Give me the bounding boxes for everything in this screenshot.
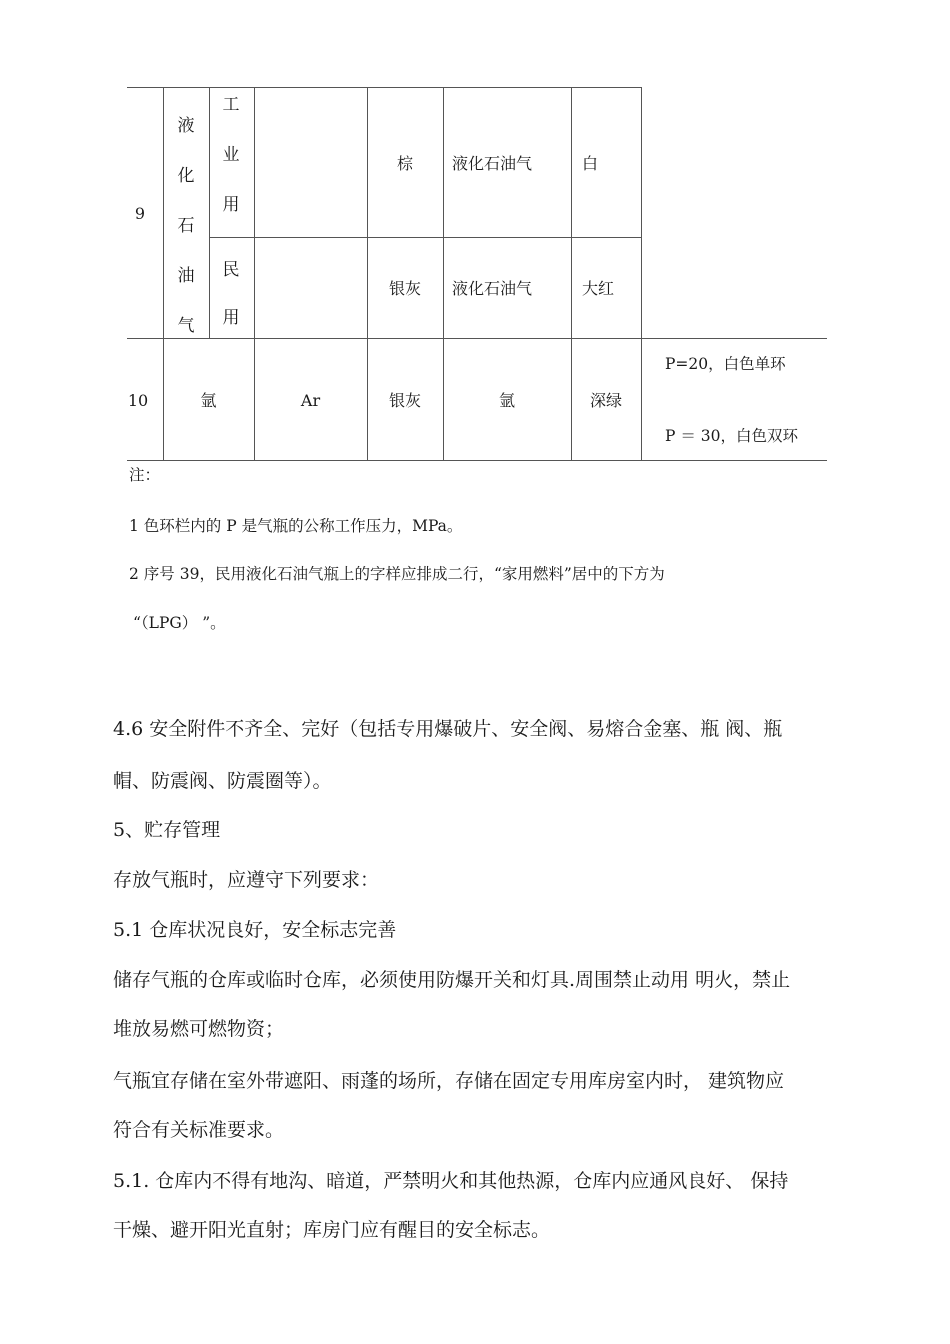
row10-lettering-color: 深绿 xyxy=(589,391,622,410)
sub-civil-char: 用 xyxy=(222,308,240,328)
row9-name-vertical xyxy=(174,111,198,335)
gas-cylinder-color-table xyxy=(0,0,950,470)
row9-civil-lettering-color: 大红 xyxy=(582,279,615,298)
para-b-line1: 气瓶宜存储在室外带遮阳、雨蓬的场所，存储在固定专用库房室内时， 建筑物应 xyxy=(113,1070,785,1092)
note-2-cont: “（LPG） ”。 xyxy=(133,614,226,632)
row10-name: 氩 xyxy=(200,391,217,410)
row9-name-char: 气 xyxy=(177,316,195,336)
row9-name-char: 油 xyxy=(177,266,195,286)
row10-ring-double: P ＝ 30，白色双环 xyxy=(665,427,799,445)
section-5-1-heading: 5.1 仓库状况良好，安全标志完善 xyxy=(113,919,397,941)
row10-ring-single: P=20，白色单环 xyxy=(665,355,786,373)
notes-title: 注： xyxy=(129,466,161,484)
sub-civil-char: 民 xyxy=(222,260,240,280)
note-2: 2 序号 39，民用液化石油气瓶上的字样应排成二行，“家用燃料”居中的下方为 xyxy=(129,565,665,583)
sub-industrial-char: 业 xyxy=(222,145,240,165)
section-5-heading: 5、贮存管理 xyxy=(113,819,221,841)
section-5-intro: 存放气瓶时，应遵守下列要求： xyxy=(113,869,380,891)
row9-industrial-lettering: 液化石油气 xyxy=(452,154,533,173)
sub-industrial-char: 用 xyxy=(222,195,240,215)
row9-sub-civil xyxy=(219,255,243,327)
table-line xyxy=(127,87,641,88)
note-1: 1 色环栏内的 P 是气瓶的公称工作压力，MPa。 xyxy=(129,517,463,535)
para-b-line2: 符合有关标准要求。 xyxy=(113,1119,285,1141)
sub-industrial-char: 工 xyxy=(222,95,240,115)
row9-no: 9 xyxy=(134,204,146,223)
table-line xyxy=(641,87,642,460)
para-a-line2: 堆放易燃可燃物资； xyxy=(113,1018,285,1040)
row10-lettering: 氩 xyxy=(498,391,515,410)
row10-formula: Ar xyxy=(300,391,321,410)
row9-industrial-color: 棕 xyxy=(396,154,413,173)
row10-no: 10 xyxy=(127,391,149,410)
table-line xyxy=(209,237,641,238)
para-4-6-line2: 帽、防震阀、防震圈等）。 xyxy=(113,770,332,792)
row9-sub-industrial xyxy=(219,90,243,214)
row9-name-char: 化 xyxy=(177,166,195,186)
table-line xyxy=(209,87,210,338)
para-a-line1: 储存气瓶的仓库或临时仓库，必须使用防爆开关和灯具.周围禁止动用 明火，禁止 xyxy=(113,969,791,991)
row9-civil-color: 银灰 xyxy=(388,279,421,298)
table-line xyxy=(127,460,827,461)
table-line xyxy=(127,338,827,339)
row9-industrial-lettering-color: 白 xyxy=(582,154,599,173)
para-c-line1: 5.1. 仓库内不得有地沟、暗道，严禁明火和其他热源，仓库内应通风良好、 保持 xyxy=(113,1170,789,1192)
row9-name-char: 石 xyxy=(177,216,195,236)
para-c-line2: 干燥、避开阳光直射；库房门应有醒目的安全标志。 xyxy=(113,1219,551,1241)
para-4-6-line1: 4.6 安全附件不齐全、完好（包括专用爆破片、安全阀、易熔合金塞、瓶 阀、瓶 xyxy=(113,718,783,740)
row10-color: 银灰 xyxy=(388,391,421,410)
row9-name-char: 液 xyxy=(177,116,195,136)
row9-civil-lettering: 液化石油气 xyxy=(452,279,533,298)
